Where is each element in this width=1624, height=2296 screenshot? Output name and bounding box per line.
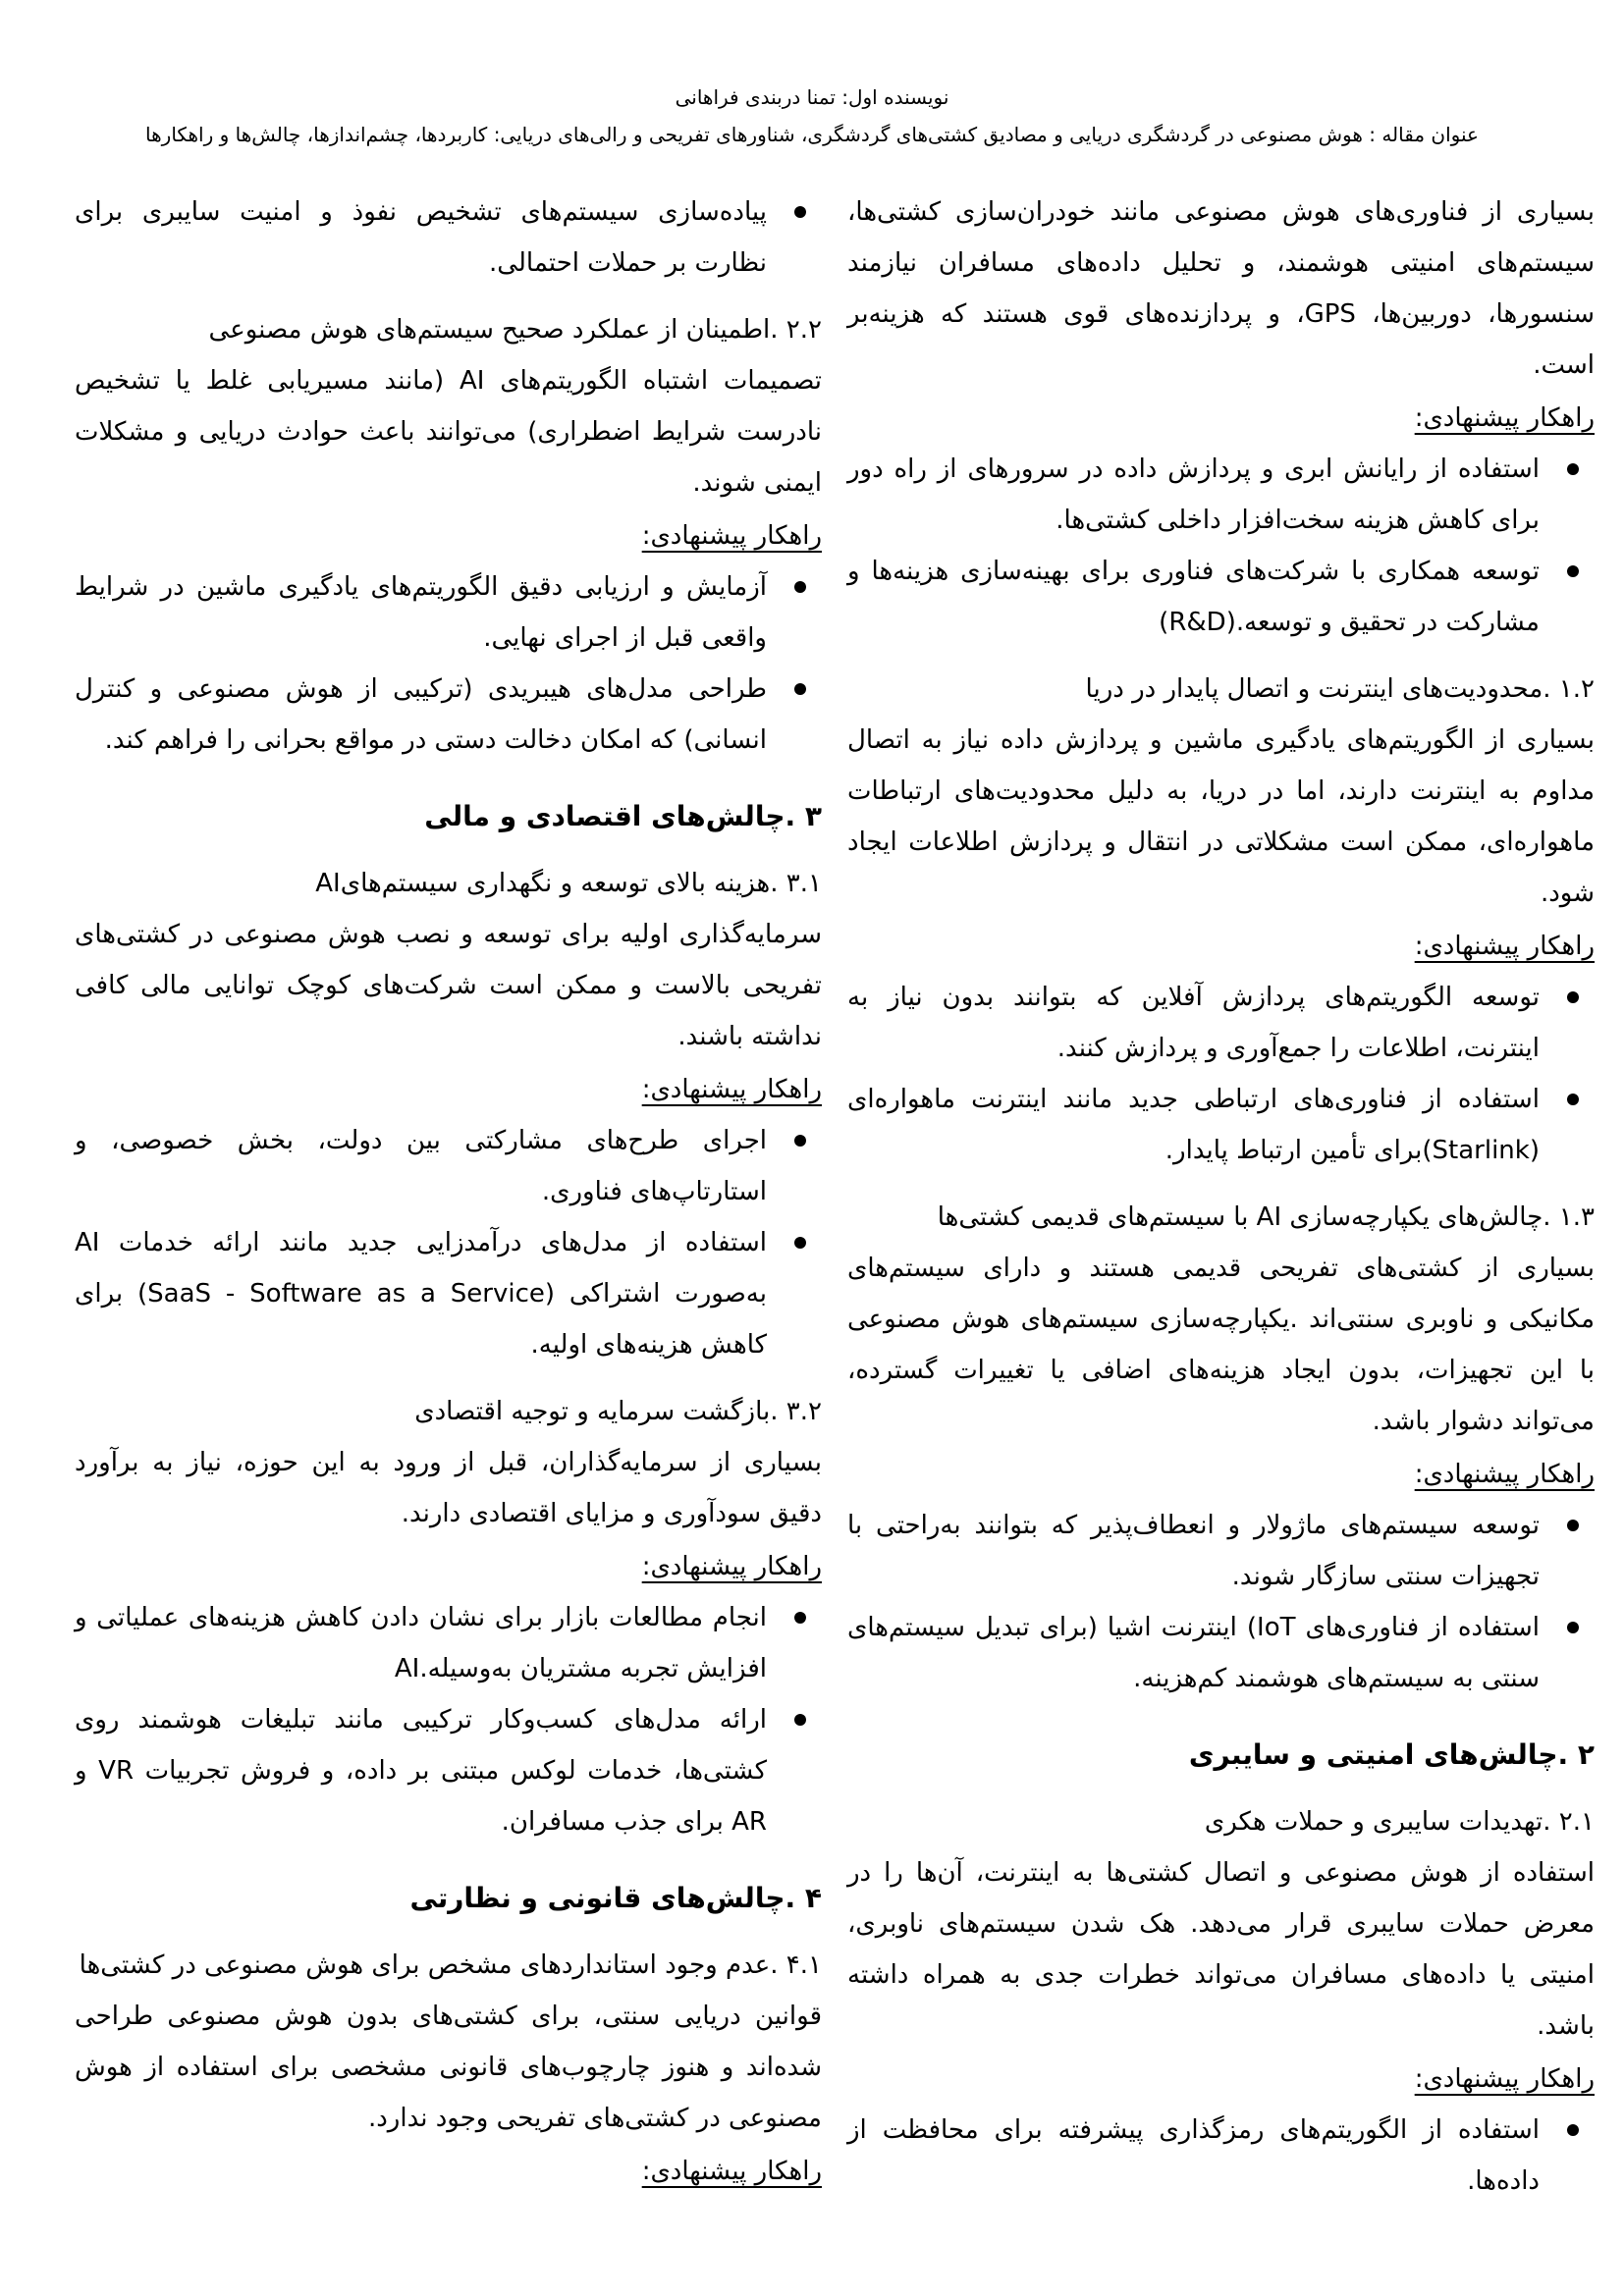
solution-label: راهکار پیشنهادی: (1414, 932, 1595, 961)
subsection-heading: ۱.۲ .محدودیت‌های اینترنت و اتصال پایدار در دریا (1085, 674, 1595, 704)
bullet-item (75, 187, 822, 289)
bullet-list (847, 444, 1595, 648)
bullet-marker-icon (1567, 991, 1579, 1003)
solution-label: راهکار پیشنهادی: (1414, 403, 1595, 433)
bullet-item-text: اجرای طرح‌های مشارکتی بین دولت، بخش خصوصی، و استارتاپ‌های فناوری. (75, 1126, 767, 1206)
column-left (75, 187, 822, 2207)
bullet-item-text: ارائه مدل‌های کسب‌وکار ترکیبی مانند تبلیغات هوشمند روی کشتی‌ها، خدمات لوکس مبتنی بر داده، و فروش تجربیات VR و AR برای جذب مسافران. (75, 1705, 767, 1837)
paragraph: سرمایه‌گذاری اولیه برای توسعه و نصب هوش مصنوعی در کشتی‌های تفریحی بالاست و ممکن است شرکت‌های کوچک توانایی مالی کافی نداشته باشند. (75, 920, 822, 1051)
bullet-item (847, 1500, 1595, 1602)
paragraph: بسیاری از الگوریتم‌های یادگیری ماشین و پردازش داده نیاز به اتصال مداوم به اینترنت دارند، اما در دریا، به دلیل محدودیت‌های ارتباطات ماهواره‌ای، ممکن است مشکلاتی در انتقال و پردازش اطلاعات ایجاد شود. (847, 725, 1595, 908)
bullet-item-text: استفاده از فناوری‌های IoT) اینترنت اشیا (برای تبدیل سیستم‌های سنتی به سیستم‌های هوشمند کم‌هزینه. (847, 1613, 1541, 1693)
bullet-item (847, 1602, 1595, 1704)
bullet-item-text: استفاده از الگوریتم‌های رمزگذاری پیشرفته برای محافظت از داده‌ها. (847, 2115, 1540, 2196)
bullet-marker-icon (794, 1237, 806, 1249)
bullet-item (847, 444, 1595, 546)
bullet-item (75, 1592, 822, 1694)
article-title-line: عنوان مقاله : هوش مصنوعی در گردشگری دریایی و مصادیق کشتی‌های گردشگری، شناورهای تفریحی و رالی‌های دریایی: کاربردها، چشم‌اندازها، چالش‌ها و راهکارها (145, 123, 1479, 146)
bullet-marker-icon (794, 1135, 806, 1147)
bullet-list (75, 187, 822, 289)
bullet-list (75, 561, 822, 766)
bullet-item (75, 1694, 822, 1847)
bullet-item (847, 1074, 1595, 1176)
bullet-list (847, 2105, 1595, 2207)
bullet-marker-icon (1567, 1520, 1579, 1531)
subsection-heading: ۲.۲ .اطمینان از عملکرد صحیح سیستم‌های هوش مصنوعی (208, 315, 822, 345)
solution-label: راهکار پیشنهادی: (641, 1075, 822, 1104)
bullet-marker-icon (1567, 1094, 1579, 1105)
bullet-item-text: توسعه الگوریتم‌های پردازش آفلاین که بتوانند بدون نیاز به اینترنت، اطلاعات را جمع‌آوری و پردازش کنند. (847, 983, 1540, 1063)
bullet-list (75, 1592, 822, 1847)
bullet-item-text: توسعه سیستم‌های ماژولار و انعطاف‌پذیر که بتوانند به‌راحتی با تجهیزات سنتی سازگار شوند. (847, 1511, 1540, 1591)
bullet-item-text: استفاده از فناوری‌های ارتباطی جدید مانند اینترنت ماهواره‌ای (Starlink)برای تأمین ارتباط پایدار. (847, 1085, 1540, 1165)
paragraph: تصمیمات اشتباه الگوریتم‌های AI (مانند مسیریابی غلط یا تشخیص نادرست شرایط اضطراری) می‌توانند باعث حوادث دریایی و مشکلات ایمنی شوند. (75, 366, 822, 498)
bullet-item-text: استفاده از رایانش ابری و پردازش داده در سرورهای از راه دور برای کاهش هزینه سخت‌افزار داخلی کشتی‌ها. (847, 454, 1540, 535)
bullet-item (75, 664, 822, 766)
paragraph: استفاده از هوش مصنوعی و اتصال کشتی‌ها به اینترنت، آن‌ها را در معرض حملات سایبری قرار می‌دهد. هک شدن سیستم‌های ناوبری، امنیتی یا داده‌های مسافران می‌تواند خطرات جدی به همراه داشته باشد. (847, 1858, 1595, 2041)
bullet-marker-icon (1567, 565, 1579, 577)
subsection-heading: ۴.۱ .عدم وجود استانداردهای مشخص برای هوش مصنوعی در کشتی‌ها (79, 1950, 822, 1980)
bullet-item (75, 1217, 822, 1370)
subsection-heading: ۳.۱ .هزینه بالای توسعه و نگهداری سیستم‌هایAI (315, 869, 822, 898)
bullet-item-text: پیاده‌سازی سیستم‌های تشخیص نفوذ و امنیت سایبری برای نظارت بر حملات احتمالی. (75, 197, 767, 278)
subsection-heading: ۳.۲ .بازگشت سرمایه و توجیه اقتصادی (414, 1397, 822, 1426)
bullet-marker-icon (794, 683, 806, 695)
bullet-marker-icon (1567, 2124, 1579, 2136)
page-header (0, 0, 1624, 147)
bullet-marker-icon (794, 206, 806, 218)
bullet-item-text: آزمایش و ارزیابی دقیق الگوریتم‌های یادگیری ماشین در شرایط واقعی قبل از اجرای نهایی. (75, 572, 767, 653)
two-column-body (0, 147, 1624, 2207)
paragraph: بسیاری از فناوری‌های هوش مصنوعی مانند خودران‌سازی کشتی‌ها، سیستم‌های امنیتی هوشمند، و تحلیل داده‌های مسافران نیازمند سنسورها، دوربین‌ها، GPS، و پردازنده‌های قوی هستند که هزینه‌بر است. (847, 197, 1595, 380)
section-heading: ۴ .چالش‌های قانونی و نظارتی (409, 1882, 822, 1914)
bullet-item (847, 546, 1595, 648)
bullet-marker-icon (1567, 463, 1579, 475)
bullet-list (75, 1115, 822, 1370)
solution-label: راهکار پیشنهادی: (641, 521, 822, 551)
bullet-list (847, 1500, 1595, 1704)
solution-label: راهکار پیشنهادی: (1414, 2064, 1595, 2094)
section-heading: ۲ .چالش‌های امنیتی و سایبری (1188, 1738, 1595, 1771)
author-line: نویسنده اول: تمنا دربندی فراهانی (675, 85, 949, 109)
bullet-item-text: طراحی مدل‌های هیبریدی (ترکیبی از هوش مصنوعی و کنترل انسانی) که امکان دخالت دستی در مواقع بحرانی را فراهم کند. (75, 674, 767, 755)
paragraph: قوانین دریایی سنتی، برای کشتی‌های بدون هوش مصنوعی طراحی شده‌اند و هنوز چارچوب‌های قانونی مشخصی برای استفاده از هوش مصنوعی در کشتی‌های تفریحی وجود ندارد. (75, 2002, 822, 2133)
paragraph: بسیاری از کشتی‌های تفریحی قدیمی هستند و دارای سیستم‌های مکانیکی و ناوبری سنتی‌اند .یکپارچه‌سازی سیستم‌های هوش مصنوعی با این تجهیزات، بدون ایجاد هزینه‌های اضافی یا تغییرات گسترده، می‌تواند دشوار باشد. (847, 1254, 1595, 1436)
bullet-item (847, 972, 1595, 1074)
solution-label: راهکار پیشنهادی: (641, 2157, 822, 2186)
column-right (847, 187, 1595, 2207)
bullet-item (847, 2105, 1595, 2207)
bullet-list (847, 972, 1595, 1176)
bullet-item (75, 561, 822, 664)
subsection-heading: ۲.۱ .تهدیدات سایبری و حملات هکری (1204, 1807, 1595, 1837)
solution-label: راهکار پیشنهادی: (1414, 1460, 1595, 1489)
bullet-marker-icon (794, 1714, 806, 1726)
solution-label: راهکار پیشنهادی: (641, 1552, 822, 1581)
bullet-item-text: استفاده از مدل‌های درآمدزایی جدید مانند ارائه خدمات AI به‌صورت اشتراکی (SaaS - Software as a Service) برای کاهش هزینه‌های اولیه. (75, 1228, 767, 1360)
bullet-marker-icon (794, 581, 806, 593)
bullet-item (75, 1115, 822, 1217)
subsection-heading: ۱.۳ .چالش‌های یکپارچه‌سازی AI با سیستم‌های قدیمی کشتی‌ها (937, 1202, 1595, 1232)
bullet-marker-icon (794, 1612, 806, 1624)
section-heading: ۳ .چالش‌های اقتصادی و مالی (424, 800, 822, 832)
paragraph: بسیاری از سرمایه‌گذاران، قبل از ورود به این حوزه، نیاز به برآورد دقیق سودآوری و مزایای اقتصادی دارند. (75, 1448, 822, 1528)
bullet-marker-icon (1567, 1622, 1579, 1633)
bullet-item-text: انجام مطالعات بازار برای نشان دادن کاهش هزینه‌های عملیاتی و افزایش تجربه مشتریان به‌وسیله.AI (75, 1603, 767, 1683)
bullet-item-text: توسعه همکاری با شرکت‌های فناوری برای بهینه‌سازی هزینه‌ها و مشارکت در تحقیق و توسعه.(R&D) (847, 557, 1540, 637)
